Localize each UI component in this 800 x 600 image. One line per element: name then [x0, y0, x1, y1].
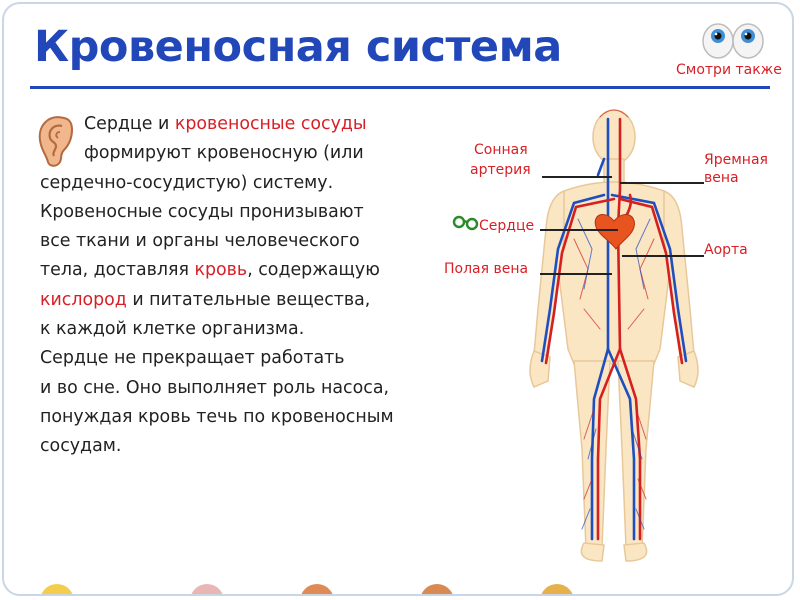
link-glasses-icon[interactable]: [451, 213, 481, 231]
text-span: Сердце и: [84, 114, 175, 134]
text-line: Сердце не прекращает работать: [40, 348, 345, 369]
text-line: все ткани и органы человеческого: [40, 231, 360, 252]
topic-thumbnail[interactable]: [540, 584, 574, 596]
text-line: Кровеносные сосуды пронизывают: [40, 201, 364, 222]
label-carotid-artery-2: артерия: [470, 162, 531, 178]
topic-thumbnail[interactable]: [190, 584, 224, 596]
circulatory-system-illustration: [504, 99, 724, 574]
text-line: сосудам.: [40, 436, 122, 457]
label-jugular-vein-2: вена: [704, 170, 739, 186]
topic-thumbnail[interactable]: [40, 584, 74, 596]
leader-line: [540, 229, 618, 231]
label-jugular-vein-1: Яремная: [704, 152, 768, 168]
slide-frame: [2, 2, 794, 596]
topic-thumbnail[interactable]: [300, 584, 334, 596]
text-line: и во сне. Оно выполняет роль насоса,: [40, 377, 390, 398]
label-heart[interactable]: Сердце: [479, 218, 535, 234]
text-line: к каждой клетке организма.: [40, 319, 305, 340]
label-vena-cava: Полая вена: [444, 261, 529, 277]
leader-line: [540, 273, 612, 275]
text-span: и питательные вещества,: [126, 289, 371, 310]
highlight-vessels[interactable]: кровеносные сосуды: [174, 114, 367, 134]
text-span: тела, доставляя: [40, 260, 195, 281]
text-line: формируют кровеносную (или: [84, 143, 364, 164]
label-aorta: Аорта: [704, 242, 748, 258]
leader-line: [622, 255, 704, 257]
text-line: понуждая кровь течь по кровеносным: [40, 406, 394, 427]
highlight-oxygen[interactable]: кислород: [40, 289, 127, 310]
eyes-icon[interactable]: [698, 20, 770, 60]
see-also-link[interactable]: Смотри также: [676, 62, 782, 78]
related-topics-bar: [4, 584, 794, 596]
leader-line: [542, 176, 612, 178]
text-line: сердечно-сосудистую) систему.: [40, 172, 334, 193]
text-span: , содержащую: [247, 260, 380, 281]
leader-line: [620, 182, 704, 184]
topic-thumbnail[interactable]: [420, 584, 454, 596]
page-title: Кровеносная система: [34, 22, 562, 72]
description-text: [40, 110, 470, 462]
label-carotid-artery-1: Сонная: [474, 142, 528, 158]
title-divider: [30, 86, 770, 89]
highlight-blood[interactable]: кровь: [194, 260, 248, 281]
